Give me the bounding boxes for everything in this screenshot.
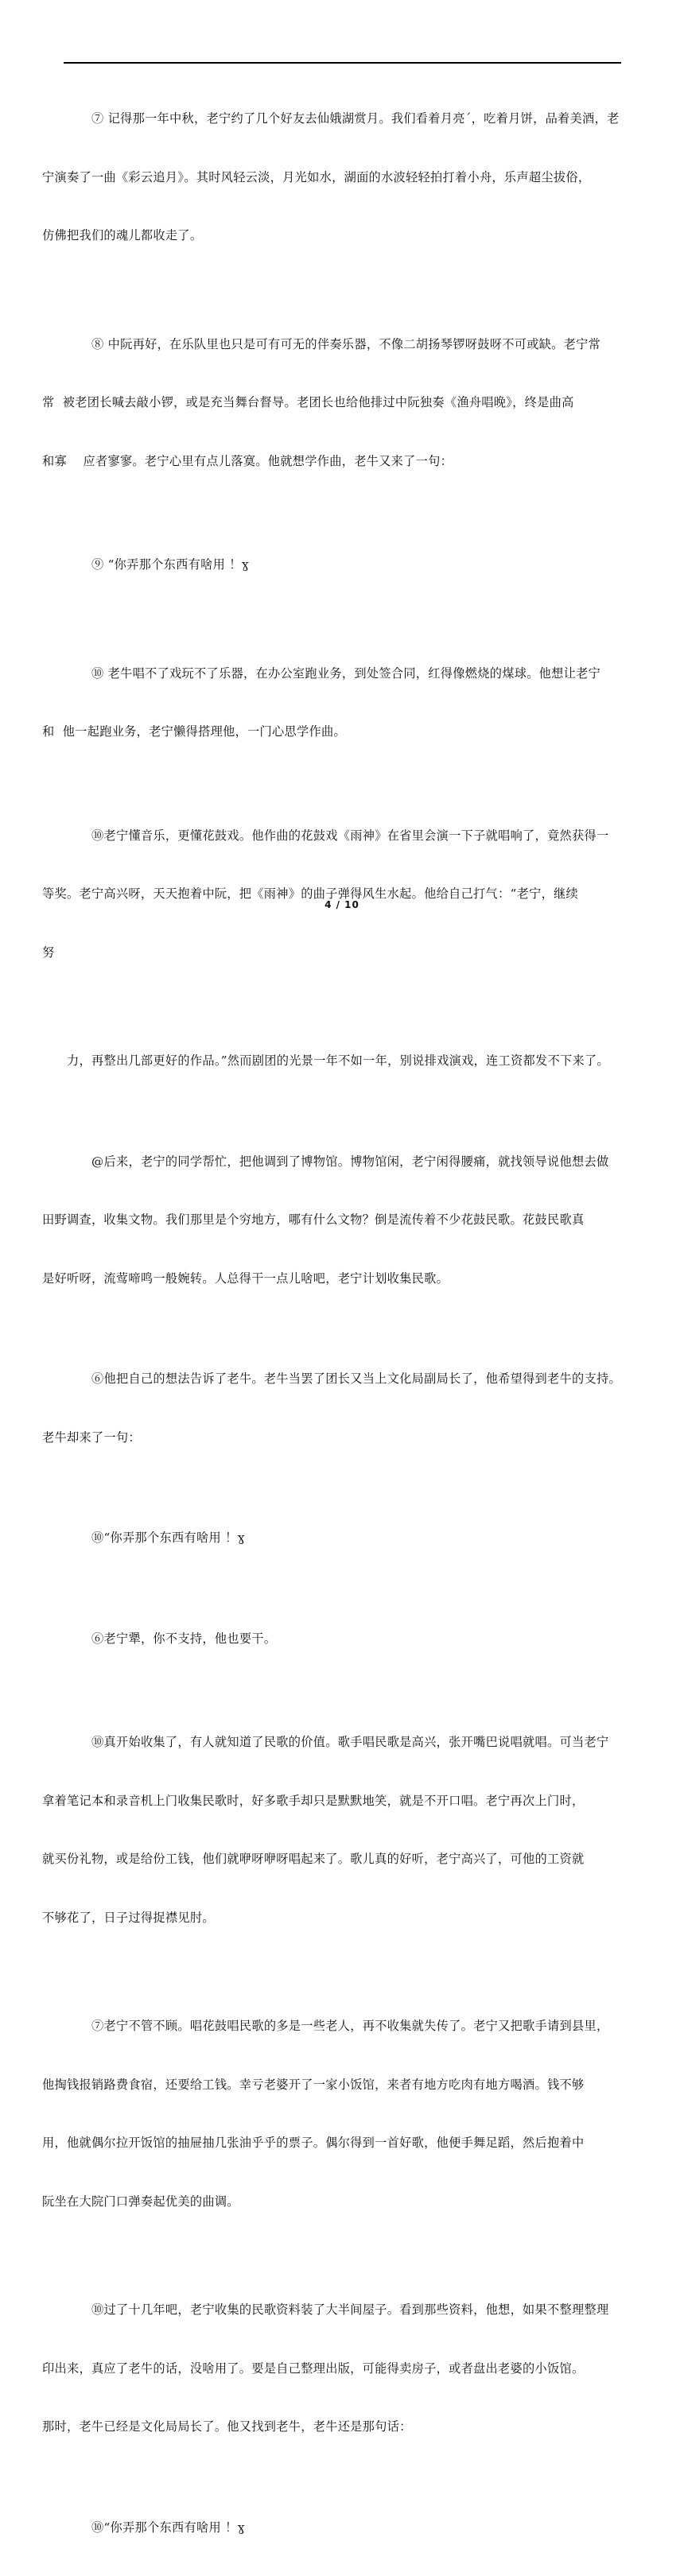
paragraph-line: 阮坐在大院门口弹奏起优美的曲调。 <box>67 2192 622 2212</box>
paragraph-line: 常 被老团长喊去敲小锣，或是充当舞台督导。老团长也给他排过中阮独奏《渔舟唱晚》，终是曲高 <box>67 393 622 413</box>
paragraph-14-quote <box>67 1489 622 1587</box>
paragraph-line: 用，他就偶尔拉开饭馆的抽屉抽几张油乎乎的票子。偶尔得到一首好歌，他便手舞足蹈，然后抱着中 <box>67 2133 622 2153</box>
paragraph-15 <box>67 1590 622 1688</box>
paragraph-line: 宁演奏了一曲《彩云追月》。其时风轻云淡，月光如水，湖面的水波轻轻拍打着小舟，乐声超尘拔俗， <box>67 168 622 188</box>
paragraph-19-quote <box>67 2479 622 2576</box>
paragraph-line: 田野调查，收集文物。我们那里是个穷地方，哪有什么文物？倒是流传着不少花鼓民歌。花鼓民歌真 <box>67 1210 622 1230</box>
paragraph-line: 仿佛把我们的魂儿都收走了。 <box>67 226 622 246</box>
paragraph-7 <box>67 70 622 285</box>
document-body <box>67 70 622 2576</box>
paragraph-line: 印出来，真应了老牛的话，没啥用了。要是自己整理出版，可能得卖房子，或者盘出老婆的小饭馆。 <box>67 2359 622 2379</box>
paragraph-line: 等奖。老宁高兴呀，天天抱着中阮，把《雨神》的曲子弹得风生水起。他给自己打气：“老宁，继续 <box>67 884 622 904</box>
paragraph-16 <box>67 1693 622 1966</box>
paragraph-line: 努 <box>67 943 622 963</box>
paragraph-line: 是好听呀，流莺啼鸣一般婉转。人总得干一点儿啥吧，老宁计划收集民歌。 <box>67 1269 622 1289</box>
paragraph-12 <box>67 1113 622 1328</box>
paragraph-line: 和 他一起跑业务，老宁懒得搭理他，一门心思学作曲。 <box>67 722 622 742</box>
paragraph-11 <box>67 787 622 1002</box>
paragraph-10 <box>67 625 622 781</box>
paragraph-8 <box>67 296 622 510</box>
paragraph-line: 和寡 应者寥寥。老宁心里有点儿落寞。他就想学作曲，老牛又来了一句： <box>67 452 622 471</box>
paragraph-line: ⑧ 中阮再好，在乐队里也只是可有可无的伴奏乐器，不像二胡扬琴锣呀鼓呀不可或缺。老宁常 <box>67 335 622 355</box>
paragraph-line: ⑦老宁不管不顾。唱花鼓唱民歌的多是一些老人，再不收集就失传了。老宁又把歌手请到县里， <box>67 2016 622 2036</box>
paragraph-13 <box>67 1330 622 1486</box>
paragraph-line: ⑨ “你弄那个东西有啥用 ！ɣ <box>67 555 622 575</box>
paragraph-line: ⑩“你弄那个东西有啥用 ！ɣ <box>67 1528 622 1548</box>
paragraph-line: ⑦ 记得那一年中秋，老宁约了几个好友去仙娥湖赏月。我们看着月亮ˊ，吃着月饼，品着美酒，老 <box>67 109 622 129</box>
paragraph-line: ⑩“你弄那个东西有啥用 ！ɣ <box>67 2518 622 2538</box>
page-number: 4 / 10 <box>0 899 684 910</box>
paragraph-17 <box>67 1977 622 2250</box>
paragraph-line: 力，再整出几部更好的作品。”然而剧团的光景一年不如一年，别说排戏演戏，连工资都发不下来了。 <box>67 1051 622 1071</box>
paragraph-line: @后来，老宁的同学帮忙，把他调到了博物馆。博物馆闲，老宁闲得腰痛，就找领导说他想去做 <box>67 1152 622 1172</box>
paragraph-line: ⑩ 老牛唱不了戏玩不了乐器，在办公室跑业务，到处签合同，红得像燃烧的煤球。他想让老宁 <box>67 664 622 684</box>
paragraph-11-continued <box>67 1012 622 1110</box>
paragraph-line: 老牛却来了一句： <box>67 1428 622 1448</box>
paragraph-18 <box>67 2261 622 2476</box>
paragraph-9-quote <box>67 516 622 614</box>
paragraph-line: 那时，老牛已经是文化局局长了。他又找到老牛，老牛还是那句话： <box>67 2417 622 2437</box>
paragraph-line: 不够花了，日子过得捉襟见肘。 <box>67 1908 622 1928</box>
paragraph-line: ⑩过了十几年吧，老宁收集的民歌资料装了大半间屋子。看到那些资料，他想，如果不整理整理 <box>67 2300 622 2320</box>
document-page <box>0 0 684 968</box>
paragraph-line: ⑥老宁犟，你不支持，他也要干。 <box>67 1629 622 1649</box>
paragraph-line: 他掏钱报销路费食宿，还要给工钱。幸亏老婆开了一家小饭馆，来者有地方吃肉有地方喝酒。钱不够 <box>67 2075 622 2095</box>
paragraph-line: 就买份礼物，或是给份工钱，他们就咿呀咿呀唱起来了。歌儿真的好听，老宁高兴了，可他的工资就 <box>67 1849 622 1869</box>
paragraph-line: ⑩真开始收集了，有人就知道了民歌的价值。歌手唱民歌是高兴，张开嘴巴说唱就唱。可当老宁 <box>67 1732 622 1752</box>
paragraph-line: ⑥他把自己的想法告诉了老牛。老牛当罢了团长又当上文化局副局长了，他希望得到老牛的支持。 <box>67 1369 622 1389</box>
paragraph-line: 拿着笔记本和录音机上门收集民歌时，好多歌手却只是默默地笑，就是不开口唱。老宁再次上门时， <box>67 1791 622 1811</box>
header-rule <box>64 62 621 64</box>
paragraph-line: ⑩老宁懂音乐，更懂花鼓戏。他作曲的花鼓戏《雨神》在省里会演一下子就唱响了，竟然获得一 <box>67 826 622 846</box>
